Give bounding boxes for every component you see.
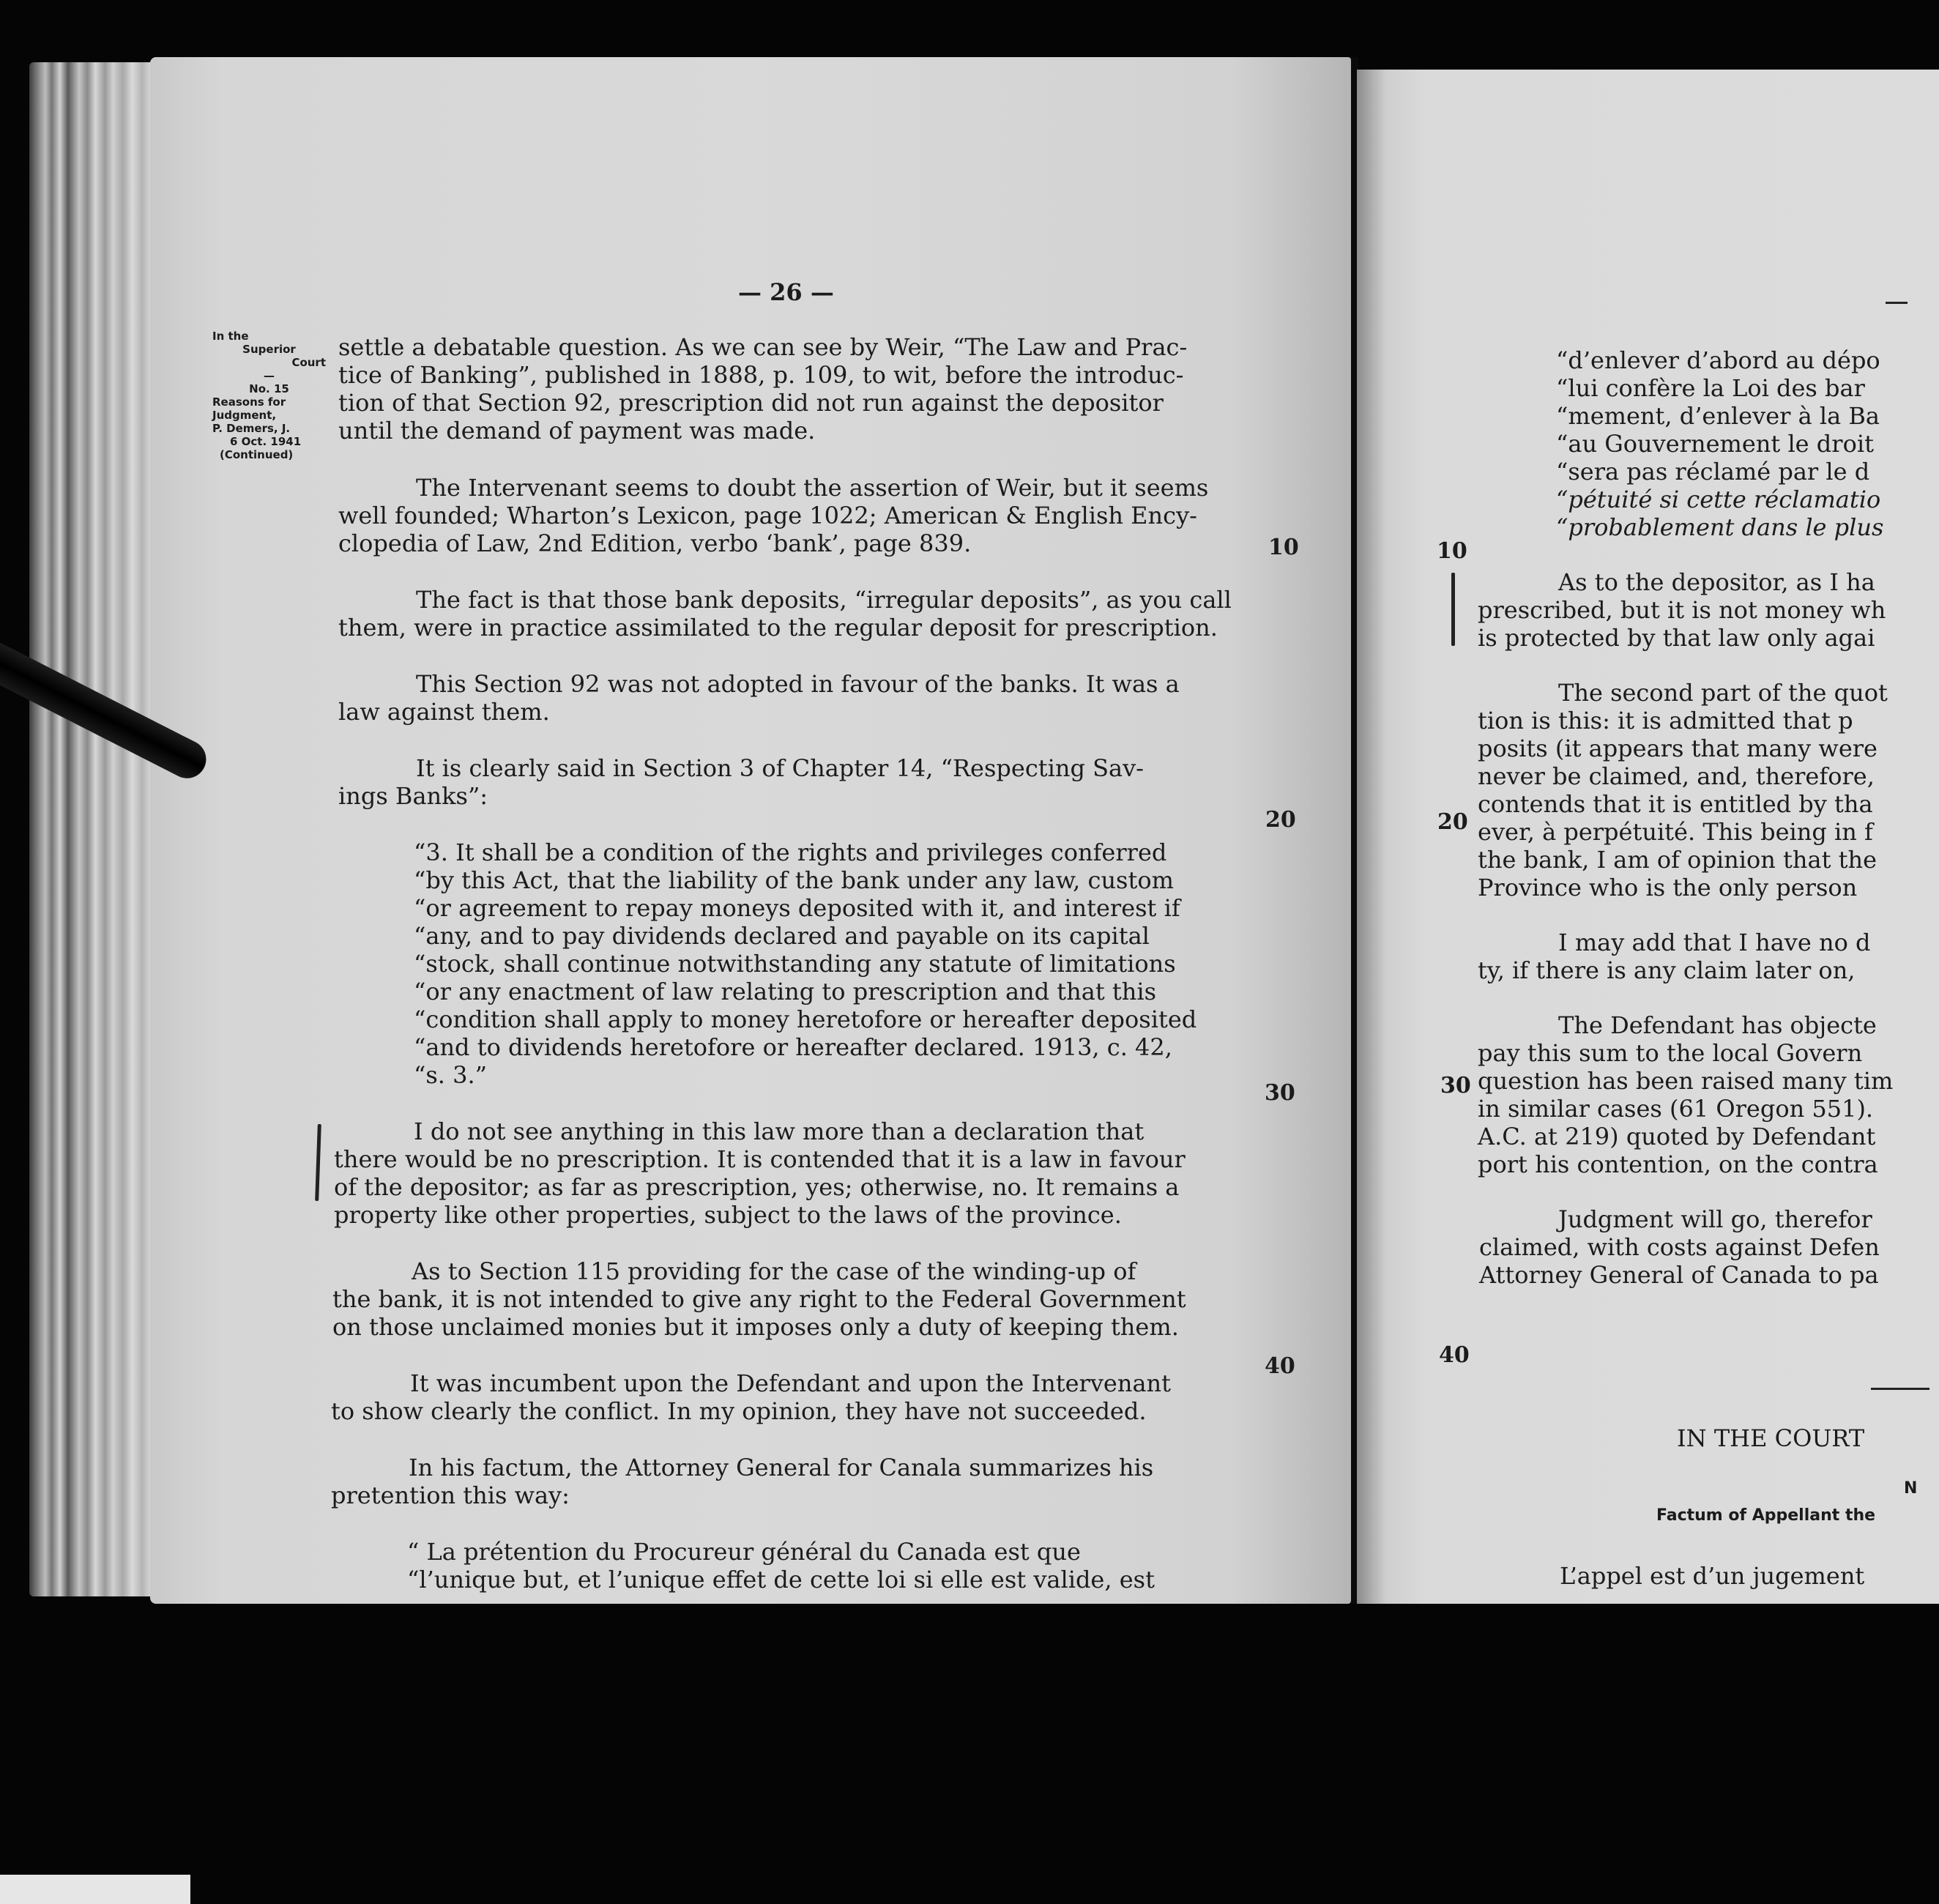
text-line: This Section 92 was not adopted in favour of the banks. It was a <box>416 670 1180 698</box>
line-number: 10 <box>1437 538 1467 564</box>
text-line: “l’unique but, et l’unique effet de cette loi si elle est valide, est <box>407 1566 1155 1594</box>
text-line: tion of that Section 92, prescription did not run against the depositor <box>338 389 1164 417</box>
text-line: Judgment will go, therefor <box>1558 1205 1872 1233</box>
side-note-line: Judgment, <box>212 409 277 422</box>
text-line: until the demand of payment was made. <box>338 417 816 445</box>
line-number: 40 <box>1265 1353 1295 1379</box>
text-line: “stock, shall continue notwithstanding any statute of limitations <box>414 950 1176 978</box>
text-line: “and to dividends heretofore or hereafter declared. 1913, c. 42, <box>414 1033 1172 1061</box>
text-line: As to the depositor, as I ha <box>1558 568 1875 596</box>
side-note-line: Reasons for <box>212 395 286 409</box>
text-line: “s. 3.” <box>414 1061 488 1089</box>
text-line: “condition shall apply to money heretofore or hereafter deposited <box>414 1005 1197 1033</box>
text-line: on those unclaimed monies but it imposes only a duty of keeping them. <box>332 1313 1179 1341</box>
text-line: “au Gouvernement le droit <box>1556 430 1874 458</box>
text-line: question has been raised many tim <box>1478 1067 1894 1095</box>
text-line: Province who is the only person <box>1478 874 1858 901</box>
court-heading: IN THE COURT <box>1677 1424 1865 1452</box>
text-line: pretention this way: <box>331 1481 570 1509</box>
text-line: in similar cases (61 Oregon 551). <box>1478 1095 1874 1123</box>
text-line: “or agreement to repay moneys deposited with it, and interest if <box>414 894 1180 922</box>
text-line: of the depositor; as far as prescription, yes; otherwise, no. It remains a <box>334 1173 1180 1201</box>
text-line: the bank, it is not intended to give any right to the Federal Government <box>332 1285 1186 1313</box>
text-line: ever, à perpétuité. This being in f <box>1478 818 1873 846</box>
text-line: It was incumbent upon the Defendant and upon the Intervenant <box>410 1369 1171 1397</box>
line-number: 20 <box>1437 809 1468 835</box>
text-line: “mement, d’enlever à la Ba <box>1556 402 1880 430</box>
text-line: well founded; Wharton’s Lexicon, page 1022; American & English Ency- <box>338 502 1197 529</box>
factum-heading: Factum of Appellant the <box>1656 1506 1876 1525</box>
side-note-line: — <box>264 369 275 382</box>
text-line: tice of Banking”, published in 1888, p. 109, to wit, before the introduc- <box>338 361 1184 389</box>
text-line: The Defendant has objecte <box>1558 1011 1877 1039</box>
header-rule <box>1886 302 1908 304</box>
text-line: law against them. <box>338 698 550 726</box>
text-line: property like other properties, subject to the laws of the province. <box>334 1201 1122 1229</box>
text-line: to show clearly the conflict. In my opinion, they have not succeeded. <box>331 1397 1147 1425</box>
side-note-line: Superior <box>242 343 296 356</box>
text-line: settle a debatable question. As we can see by Weir, “The Law and Prac- <box>338 333 1188 361</box>
text-line: pay this sum to the local Govern <box>1478 1039 1863 1067</box>
text-line: It is clearly said in Section 3 of Chapter 14, “Respecting Sav- <box>416 754 1144 782</box>
text-line: posits (it appears that many were <box>1478 735 1877 762</box>
text-line: “or any enactment of law relating to prescription and that this <box>414 978 1156 1005</box>
text-line: In his factum, the Attorney General for Canala summarizes his <box>409 1454 1154 1481</box>
side-note-line: Court <box>291 356 326 369</box>
text-line: prescribed, but it is not money wh <box>1478 596 1886 624</box>
text-line: L’appel est d’un jugement <box>1560 1562 1865 1590</box>
text-line: never be claimed, and, therefore, <box>1478 762 1875 790</box>
text-line: “d’enlever d’abord au dépo <box>1556 346 1880 374</box>
side-note-line: 6 Oct. 1941 <box>230 435 302 448</box>
line-number: 20 <box>1265 807 1296 833</box>
text-line: The Intervenant seems to doubt the assertion of Weir, but it seems <box>416 474 1209 502</box>
text-line: ty, if there is any claim later on, <box>1478 956 1856 984</box>
section-rule <box>1871 1388 1929 1390</box>
text-line: is protected by that law only agai <box>1478 624 1875 652</box>
text-line: the bank, I am of opinion that the <box>1478 846 1877 874</box>
text-line: As to Section 115 providing for the case of the winding-up of <box>412 1257 1136 1285</box>
text-line: “any, and to pay dividends declared and payable on its capital <box>414 922 1150 950</box>
text-line: “ La prétention du Procureur général du Canada est que <box>407 1538 1081 1566</box>
text-line: The fact is that those bank deposits, “irregular deposits”, as you call <box>416 586 1232 614</box>
margin-mark <box>1451 573 1455 646</box>
text-line: claimed, with costs against Defen <box>1479 1233 1880 1261</box>
text-line: tion is this: it is admitted that p <box>1478 707 1853 735</box>
bottom-tab <box>0 1875 190 1904</box>
line-number: 30 <box>1440 1073 1471 1098</box>
text-line: “lui confère la Loi des bar <box>1556 374 1865 402</box>
side-note-line: P. Demers, J. <box>212 422 291 435</box>
text-line: “by this Act, that the liability of the bank under any law, custom <box>414 866 1174 894</box>
text-line: “pétuité si cette réclamatio <box>1556 486 1881 513</box>
text-line: “probablement dans le plus <box>1556 513 1884 541</box>
page-number: — 26 — <box>738 278 834 306</box>
text-line: ings Banks”: <box>338 782 488 810</box>
text-line: contends that it is entitled by tha <box>1478 790 1873 818</box>
text-line: The second part of the quot <box>1558 679 1888 707</box>
side-note-line: No. 15 <box>249 382 289 395</box>
side-note-line: In the <box>212 330 249 343</box>
side-note <box>212 330 326 461</box>
text-line: there would be no prescription. It is contended that it is a law in favour <box>334 1145 1186 1173</box>
text-line: “sera pas réclamé par le d <box>1556 458 1870 486</box>
text-line: I do not see anything in this law more than a declaration that <box>414 1118 1145 1145</box>
text-line: them, were in practice assimilated to the regular deposit for prescription. <box>338 614 1218 642</box>
subheading-fragment: N <box>1904 1479 1918 1498</box>
text-line: I may add that I have no d <box>1558 929 1871 956</box>
line-number: 40 <box>1439 1342 1470 1368</box>
line-number: 10 <box>1268 535 1299 560</box>
line-number: 30 <box>1265 1080 1295 1106</box>
text-line: “3. It shall be a condition of the rights and privileges conferred <box>414 838 1167 866</box>
text-line: clopedia of Law, 2nd Edition, verbo ‘bank’, page 839. <box>338 529 972 557</box>
text-line: A.C. at 219) quoted by Defendant <box>1478 1123 1876 1150</box>
text-line: Attorney General of Canada to pa <box>1479 1261 1879 1289</box>
side-note-line: (Continued) <box>220 448 294 461</box>
text-line: port his contention, on the contra <box>1478 1150 1878 1178</box>
